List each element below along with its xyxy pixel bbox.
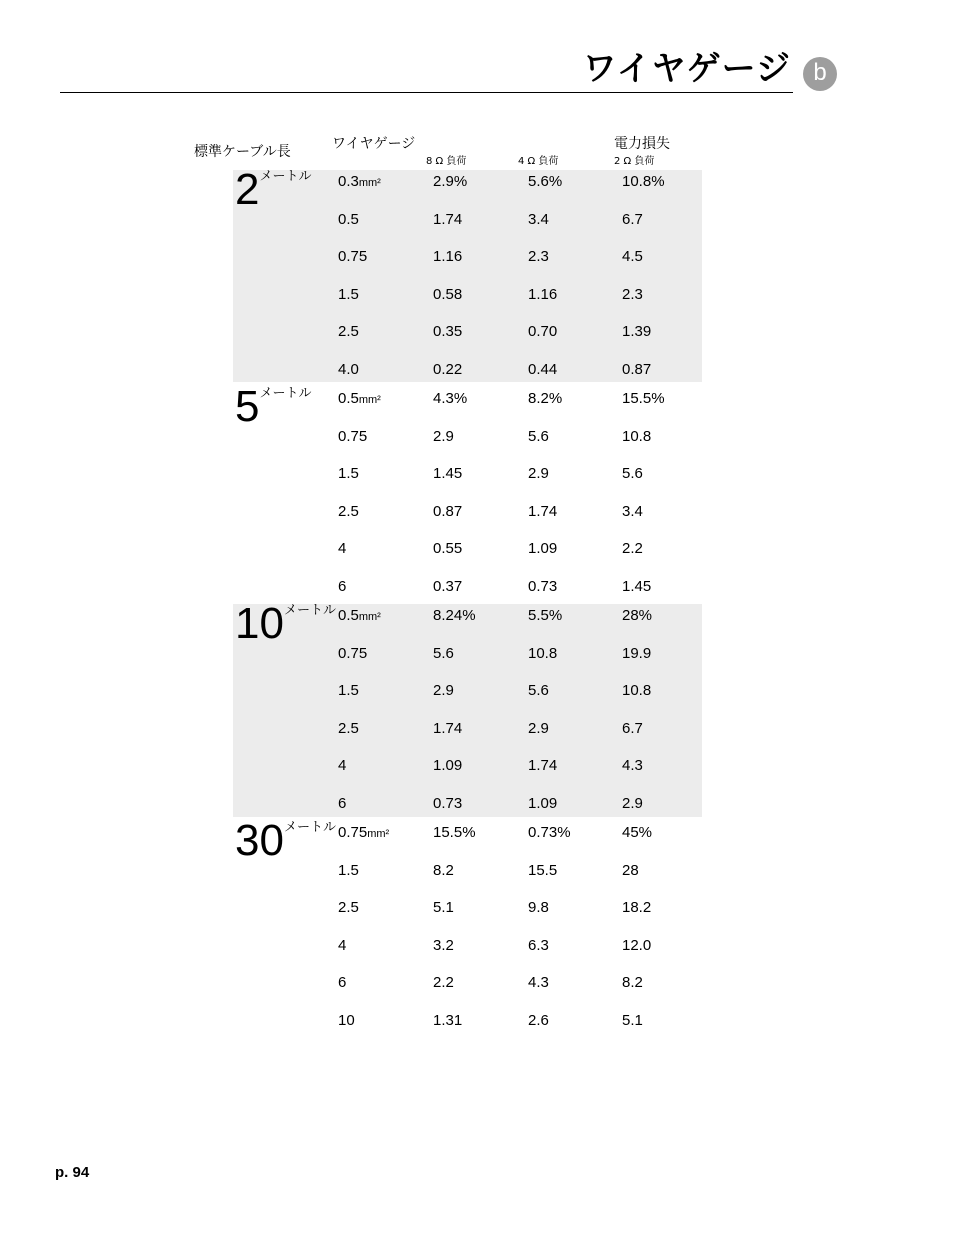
table-row — [233, 390, 702, 412]
loss-4ohm-cell: 2.9 — [528, 465, 549, 482]
loss-8ohm-cell: 1.74 — [433, 719, 463, 737]
gauge-cell — [338, 937, 346, 954]
page-title: ワイヤゲージ — [582, 49, 791, 89]
loss-8ohm-cell: 1.16 — [433, 248, 463, 265]
gauge-value: 0.5 — [338, 607, 359, 624]
gauge-value: 4.0 — [338, 360, 359, 378]
cable-length-value: 2 — [235, 165, 260, 214]
loss-4ohm-cell: 9.8 — [528, 899, 549, 916]
table-row — [233, 503, 702, 525]
loss-8ohm-cell: 0.73 — [433, 794, 463, 812]
gauge-value: 0.5 — [338, 390, 359, 407]
gauge-value: 0.75 — [338, 248, 368, 265]
gauge-value: 0.75 — [338, 644, 368, 662]
column-header-length: 標準ケーブル長 — [194, 144, 291, 160]
loss-2ohm-cell: 8.2 — [622, 974, 643, 991]
loss-2ohm-cell: 45% — [622, 824, 653, 841]
loss-2ohm-cell: 10.8 — [622, 427, 652, 445]
gauge-value: 6 — [338, 974, 347, 991]
cable-length-value: 5 — [235, 382, 260, 431]
gauge-cell — [338, 361, 359, 378]
loss-8ohm-cell: 0.37 — [433, 577, 463, 595]
loss-4ohm-cell: 2.3 — [528, 248, 549, 265]
loss-4ohm-cell: 0.70 — [528, 323, 558, 340]
loss-2ohm-cell: 1.45 — [622, 577, 652, 595]
loss-2ohm-cell: 18.2 — [622, 899, 652, 916]
loss-8ohm-cell: 1.31 — [433, 1011, 463, 1029]
loss-8ohm-cell: 1.74 — [433, 210, 463, 228]
table-row — [233, 286, 702, 308]
loss-4ohm-cell: 2.9 — [528, 719, 549, 737]
loss-4ohm-cell: 0.44 — [528, 360, 558, 378]
column-header-gauge: ワイヤゲージ — [332, 136, 416, 152]
gauge-value: 0.75 — [338, 824, 368, 841]
gauge-value: 1.5 — [338, 465, 359, 482]
loss-2ohm-cell: 5.6 — [622, 465, 643, 482]
gauge-cell — [338, 757, 346, 774]
loss-8ohm-cell: 0.58 — [433, 285, 463, 303]
loss-8ohm-cell: 8.2 — [433, 861, 454, 879]
gauge-value: 4 — [338, 936, 347, 954]
gauge-cell — [338, 645, 367, 662]
loss-4ohm-cell: 0.73 — [528, 577, 558, 595]
table-row — [233, 578, 702, 600]
loss-2ohm-cell: 2.2 — [622, 540, 643, 557]
gauge-value: 6 — [338, 577, 347, 595]
loss-4ohm-cell: 5.6% — [528, 173, 563, 190]
table-row — [233, 361, 702, 383]
gauge-cell — [338, 899, 359, 916]
cable-length-unit: メートル — [283, 820, 336, 835]
gauge-value: 0.75 — [338, 427, 368, 445]
loss-2ohm-cell: 19.9 — [622, 644, 652, 662]
loss-4ohm-cell: 5.6 — [528, 682, 549, 699]
loss-4ohm-cell: 1.74 — [528, 502, 558, 520]
cable-length-value: 10 — [235, 599, 284, 648]
gauge-cell — [338, 682, 359, 699]
gauge-cell — [338, 540, 346, 557]
loss-2ohm-cell: 5.1 — [622, 1011, 643, 1029]
table-row — [233, 682, 702, 704]
gauge-cell — [338, 824, 389, 841]
table-row — [233, 937, 702, 959]
column-header-loss: 電力損失 — [614, 136, 670, 152]
loss-2ohm-cell: 2.3 — [622, 285, 643, 303]
loss-2ohm-cell: 28 — [622, 861, 639, 879]
loss-4ohm-cell: 5.6 — [528, 427, 549, 445]
loss-2ohm-cell: 15.5% — [622, 390, 665, 407]
column-header-8ohm: 8 Ω 負荷 — [426, 156, 467, 167]
table-row — [233, 974, 702, 996]
title-rule — [60, 92, 793, 93]
loss-2ohm-cell: 28% — [622, 607, 653, 624]
loss-4ohm-cell: 5.5% — [528, 607, 563, 624]
gauge-cell — [338, 720, 359, 737]
gauge-value: 4 — [338, 757, 347, 774]
gauge-value: 1.5 — [338, 285, 359, 303]
gauge-cell — [338, 862, 359, 879]
loss-2ohm-cell: 4.5 — [622, 248, 643, 265]
loss-2ohm-cell: 10.8% — [622, 173, 665, 190]
loss-2ohm-cell: 1.39 — [622, 323, 652, 340]
table-row — [233, 607, 702, 629]
loss-4ohm-cell: 1.09 — [528, 540, 558, 557]
gauge-value: 2.5 — [338, 719, 359, 737]
loss-4ohm-cell: 3.4 — [528, 210, 549, 228]
loss-8ohm-cell: 1.09 — [433, 757, 463, 774]
gauge-value: 0.3 — [338, 173, 359, 190]
cable-length-unit: メートル — [259, 386, 312, 401]
loss-2ohm-cell: 2.9 — [622, 794, 643, 812]
gauge-cell — [338, 465, 359, 482]
table-row — [233, 465, 702, 487]
gauge-value: 4 — [338, 540, 347, 557]
table-row — [233, 862, 702, 884]
loss-8ohm-cell: 5.1 — [433, 899, 454, 916]
gauge-cell — [338, 323, 359, 340]
loss-2ohm-cell: 0.87 — [622, 360, 652, 378]
loss-8ohm-cell: 0.22 — [433, 360, 463, 378]
gauge-value: 2.5 — [338, 502, 359, 520]
loss-8ohm-cell: 0.35 — [433, 323, 463, 340]
gauge-value: 1.5 — [338, 861, 359, 879]
gauge-value: 2.5 — [338, 899, 359, 916]
loss-2ohm-cell: 4.3 — [622, 757, 643, 774]
table-row — [233, 795, 702, 817]
gauge-cell — [338, 795, 346, 812]
length-group — [233, 165, 702, 382]
loss-8ohm-cell: 0.55 — [433, 540, 463, 557]
cable-length-value: 30 — [235, 816, 284, 865]
loss-4ohm-cell: 1.09 — [528, 794, 558, 812]
gauge-value: 1.5 — [338, 682, 359, 699]
gauge-cell — [338, 578, 346, 595]
loss-4ohm-cell: 15.5 — [528, 861, 558, 879]
gauge-cell — [338, 974, 346, 991]
length-group — [233, 599, 702, 817]
table-row — [233, 540, 702, 562]
loss-8ohm-cell: 2.9% — [433, 173, 468, 190]
cable-length-unit: メートル — [283, 603, 336, 618]
table-row — [233, 899, 702, 921]
gauge-cell — [338, 390, 381, 407]
gauge-cell — [338, 248, 367, 265]
gauge-cell — [338, 173, 381, 190]
loss-4ohm-cell: 6.3 — [528, 936, 549, 954]
table-row — [233, 248, 702, 270]
page-number: p. 94 — [55, 1164, 90, 1181]
gauge-unit: mm² — [358, 611, 381, 623]
cable-length-unit: メートル — [259, 169, 312, 184]
gauge-cell — [338, 503, 359, 520]
gauge-cell — [338, 1012, 355, 1029]
loss-4ohm-cell: 4.3 — [528, 974, 549, 991]
loss-8ohm-cell: 2.9 — [433, 427, 454, 445]
loss-8ohm-cell: 5.6 — [433, 644, 454, 662]
table-row — [233, 428, 702, 450]
gauge-cell — [338, 607, 381, 624]
loss-2ohm-cell: 12.0 — [622, 936, 652, 954]
loss-2ohm-cell: 6.7 — [622, 719, 643, 737]
column-header-2ohm: 2 Ω 負荷 — [614, 156, 655, 167]
loss-8ohm-cell: 0.87 — [433, 502, 463, 520]
gauge-unit: mm² — [358, 394, 381, 406]
loss-4ohm-cell: 1.74 — [528, 757, 558, 774]
table-row — [233, 824, 702, 846]
loss-8ohm-cell: 3.2 — [433, 936, 454, 954]
gauge-value: 6 — [338, 794, 347, 812]
loss-4ohm-cell: 2.6 — [528, 1011, 549, 1029]
loss-4ohm-cell: 0.73% — [528, 824, 571, 841]
gauge-cell — [338, 286, 359, 303]
gauge-unit: mm² — [358, 177, 381, 189]
table-row — [233, 720, 702, 742]
loss-8ohm-cell: 8.24% — [433, 607, 476, 624]
loss-8ohm-cell: 4.3% — [433, 390, 468, 407]
loss-2ohm-cell: 3.4 — [622, 502, 643, 520]
gauge-value: 0.5 — [338, 210, 359, 228]
table-row — [233, 757, 702, 779]
gauge-cell — [338, 428, 367, 445]
gauge-unit: mm² — [367, 828, 390, 840]
loss-8ohm-cell: 15.5% — [433, 824, 476, 841]
table-row — [233, 173, 702, 195]
length-group — [233, 382, 702, 599]
loss-2ohm-cell: 6.7 — [622, 210, 643, 228]
loss-4ohm-cell: 1.16 — [528, 285, 558, 303]
loss-8ohm-cell: 2.2 — [433, 974, 454, 991]
loss-8ohm-cell: 1.45 — [433, 465, 463, 482]
table-row — [233, 211, 702, 233]
length-group — [233, 816, 702, 1031]
table-row — [233, 1012, 702, 1034]
loss-8ohm-cell: 2.9 — [433, 682, 454, 699]
gauge-value: 10 — [338, 1011, 355, 1029]
column-header-4ohm: 4 Ω 負荷 — [518, 156, 559, 167]
table-row — [233, 645, 702, 667]
gauge-cell — [338, 211, 359, 228]
loss-4ohm-cell: 10.8 — [528, 644, 558, 662]
section-badge: b — [803, 57, 837, 91]
table-row — [233, 323, 702, 345]
gauge-value: 2.5 — [338, 323, 359, 340]
loss-4ohm-cell: 8.2% — [528, 390, 563, 407]
loss-2ohm-cell: 10.8 — [622, 682, 652, 699]
